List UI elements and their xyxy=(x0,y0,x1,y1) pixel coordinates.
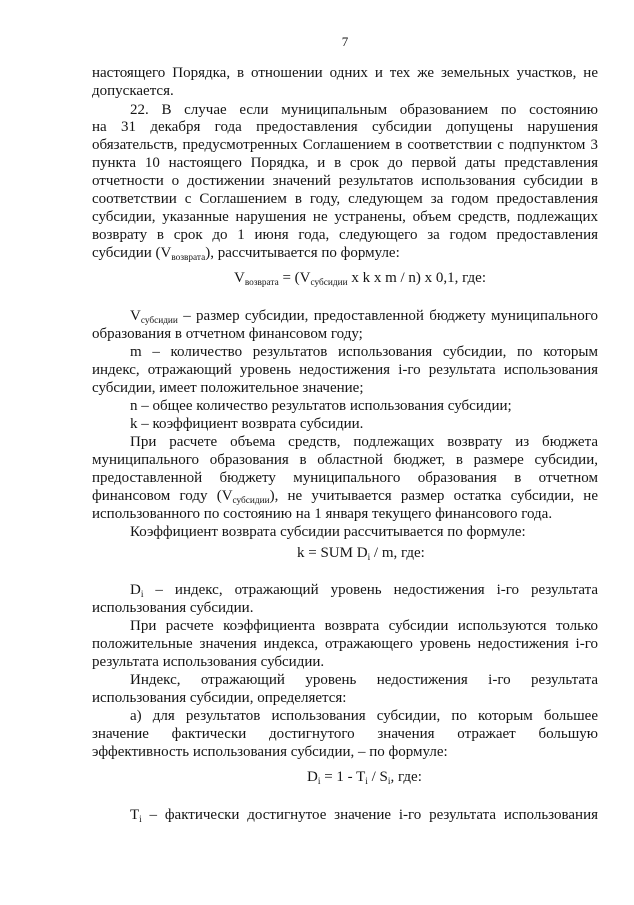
text-line: значение фактически достигнутого значения отражает большую xyxy=(92,726,598,742)
text-line xyxy=(92,487,598,507)
text-segment: V xyxy=(130,308,141,324)
text-line: индекс, отражающий уровень недостижения i-го результата использования xyxy=(92,362,598,378)
text-line: отчетности о достижении значений результатов использования субсидии в xyxy=(92,173,598,189)
subscript: i xyxy=(139,814,142,825)
text-line: использованного по состоянию на 1 января текущего финансового года. xyxy=(92,506,553,522)
text-line: k – коэффициент возврата субсидии. xyxy=(130,416,364,432)
text-line: образования в отчетном финансовом году; xyxy=(92,326,363,342)
subscript: субсидии xyxy=(140,315,178,326)
text-line: Индекс, отражающий уровень недостижения i-го результата xyxy=(130,672,598,688)
text-segment: финансовом году (V xyxy=(92,488,233,504)
text-line: При расчете коэффициента возврата субсидии используются только xyxy=(130,618,598,634)
formula-subscript: возврата xyxy=(244,277,279,288)
formula-segment: = (V xyxy=(278,270,311,286)
text-line: возврату в срок до 1 июня года, следующего за годом предоставления xyxy=(92,227,598,243)
formula-subscript: i xyxy=(365,776,368,787)
text-line: предоставленной бюджету муниципального образования в отчетном xyxy=(92,470,598,486)
subscript: субсидии xyxy=(232,495,270,506)
text-line xyxy=(130,806,598,826)
text-line: на 31 декабря года предоставления субсидии допущены нарушения xyxy=(92,119,598,135)
text-segment: – фактически достигнутое значение i-го результата использования xyxy=(141,807,598,823)
text-segment: – размер субсидии, предоставленной бюджету муниципального xyxy=(177,308,598,324)
text-line: результата использования субсидии. xyxy=(92,654,325,670)
formula-segment: = 1 - T xyxy=(320,769,366,785)
text-segment: T xyxy=(130,807,140,823)
text-line: пункта 10 настоящего Порядка, и в срок до первой даты представления xyxy=(92,155,598,171)
text-segment: субсидии (V xyxy=(92,245,172,261)
text-line: использования субсидии. xyxy=(92,600,254,616)
formula-return-coefficient xyxy=(297,544,425,564)
text-line: муниципального образования в областной бюджет, в размере субсидии, xyxy=(92,452,598,468)
formula-segment: V xyxy=(234,270,245,286)
text-line: положительные значения индекса, отражающего уровень недостижения i-го xyxy=(92,636,598,652)
text-line: m – количество результатов использования субсидии, по которым xyxy=(130,344,598,360)
formula-subscript: i xyxy=(367,552,371,563)
text-line: соответствии с Соглашением в году, следующем за годом предоставления xyxy=(92,191,598,207)
text-segment: – индекс, отражающий уровень недостижения i-го результата xyxy=(143,582,598,598)
text-line: При расчете объема средств, подлежащих возврату из бюджета xyxy=(130,434,598,450)
formula-segment: k = SUM D xyxy=(297,545,368,561)
text-line xyxy=(130,307,598,327)
formula-segment: , где: xyxy=(390,769,422,785)
text-line: 22. В случае если муниципальным образованием по состоянию xyxy=(130,102,598,118)
formula-subscript: i xyxy=(317,776,321,787)
text-line xyxy=(130,581,598,601)
page-number: 7 xyxy=(341,34,349,49)
formula-segment: x k x m / n) x 0,1, где: xyxy=(347,270,487,286)
formula-index xyxy=(307,768,422,788)
text-line xyxy=(92,244,598,264)
text-line: обязательств, предусмотренных Соглашением в соответствии с подпунктом 3 xyxy=(92,137,598,153)
formula-segment: D xyxy=(307,769,318,785)
text-line: настоящего Порядка, в отношении одних и тех же земельных участков, не xyxy=(92,65,598,81)
text-segment: ), рассчитывается по формуле: xyxy=(205,245,400,261)
text-line: эффективность использования субсидии, – по формуле: xyxy=(92,744,448,760)
text-line: использования субсидии, определяется: xyxy=(92,690,347,706)
text-line: допускается. xyxy=(92,83,174,99)
text-line: n – общее количество результатов использования субсидии; xyxy=(130,398,512,414)
formula-subscript: i xyxy=(387,776,391,787)
subscript: возврата xyxy=(171,252,206,263)
text-line: субсидии, имеет положительное значение; xyxy=(92,380,364,396)
formula-return-volume xyxy=(234,269,486,289)
text-line: субсидии, указанные нарушения не устранены, объем средств, подлежащих xyxy=(92,209,598,225)
text-line: Коэффициент возврата субсидии рассчитывается по формуле: xyxy=(130,524,526,540)
formula-segment: / m, где: xyxy=(370,545,425,561)
formula-subscript: субсидии xyxy=(310,277,348,288)
subscript: i xyxy=(140,589,144,600)
text-line: а) для результатов использования субсидии, по которым большее xyxy=(130,708,598,724)
text-segment: ), не учитывается размер остатка субсидии, не xyxy=(269,488,598,504)
formula-segment: / S xyxy=(367,769,388,785)
text-segment: D xyxy=(130,582,141,598)
